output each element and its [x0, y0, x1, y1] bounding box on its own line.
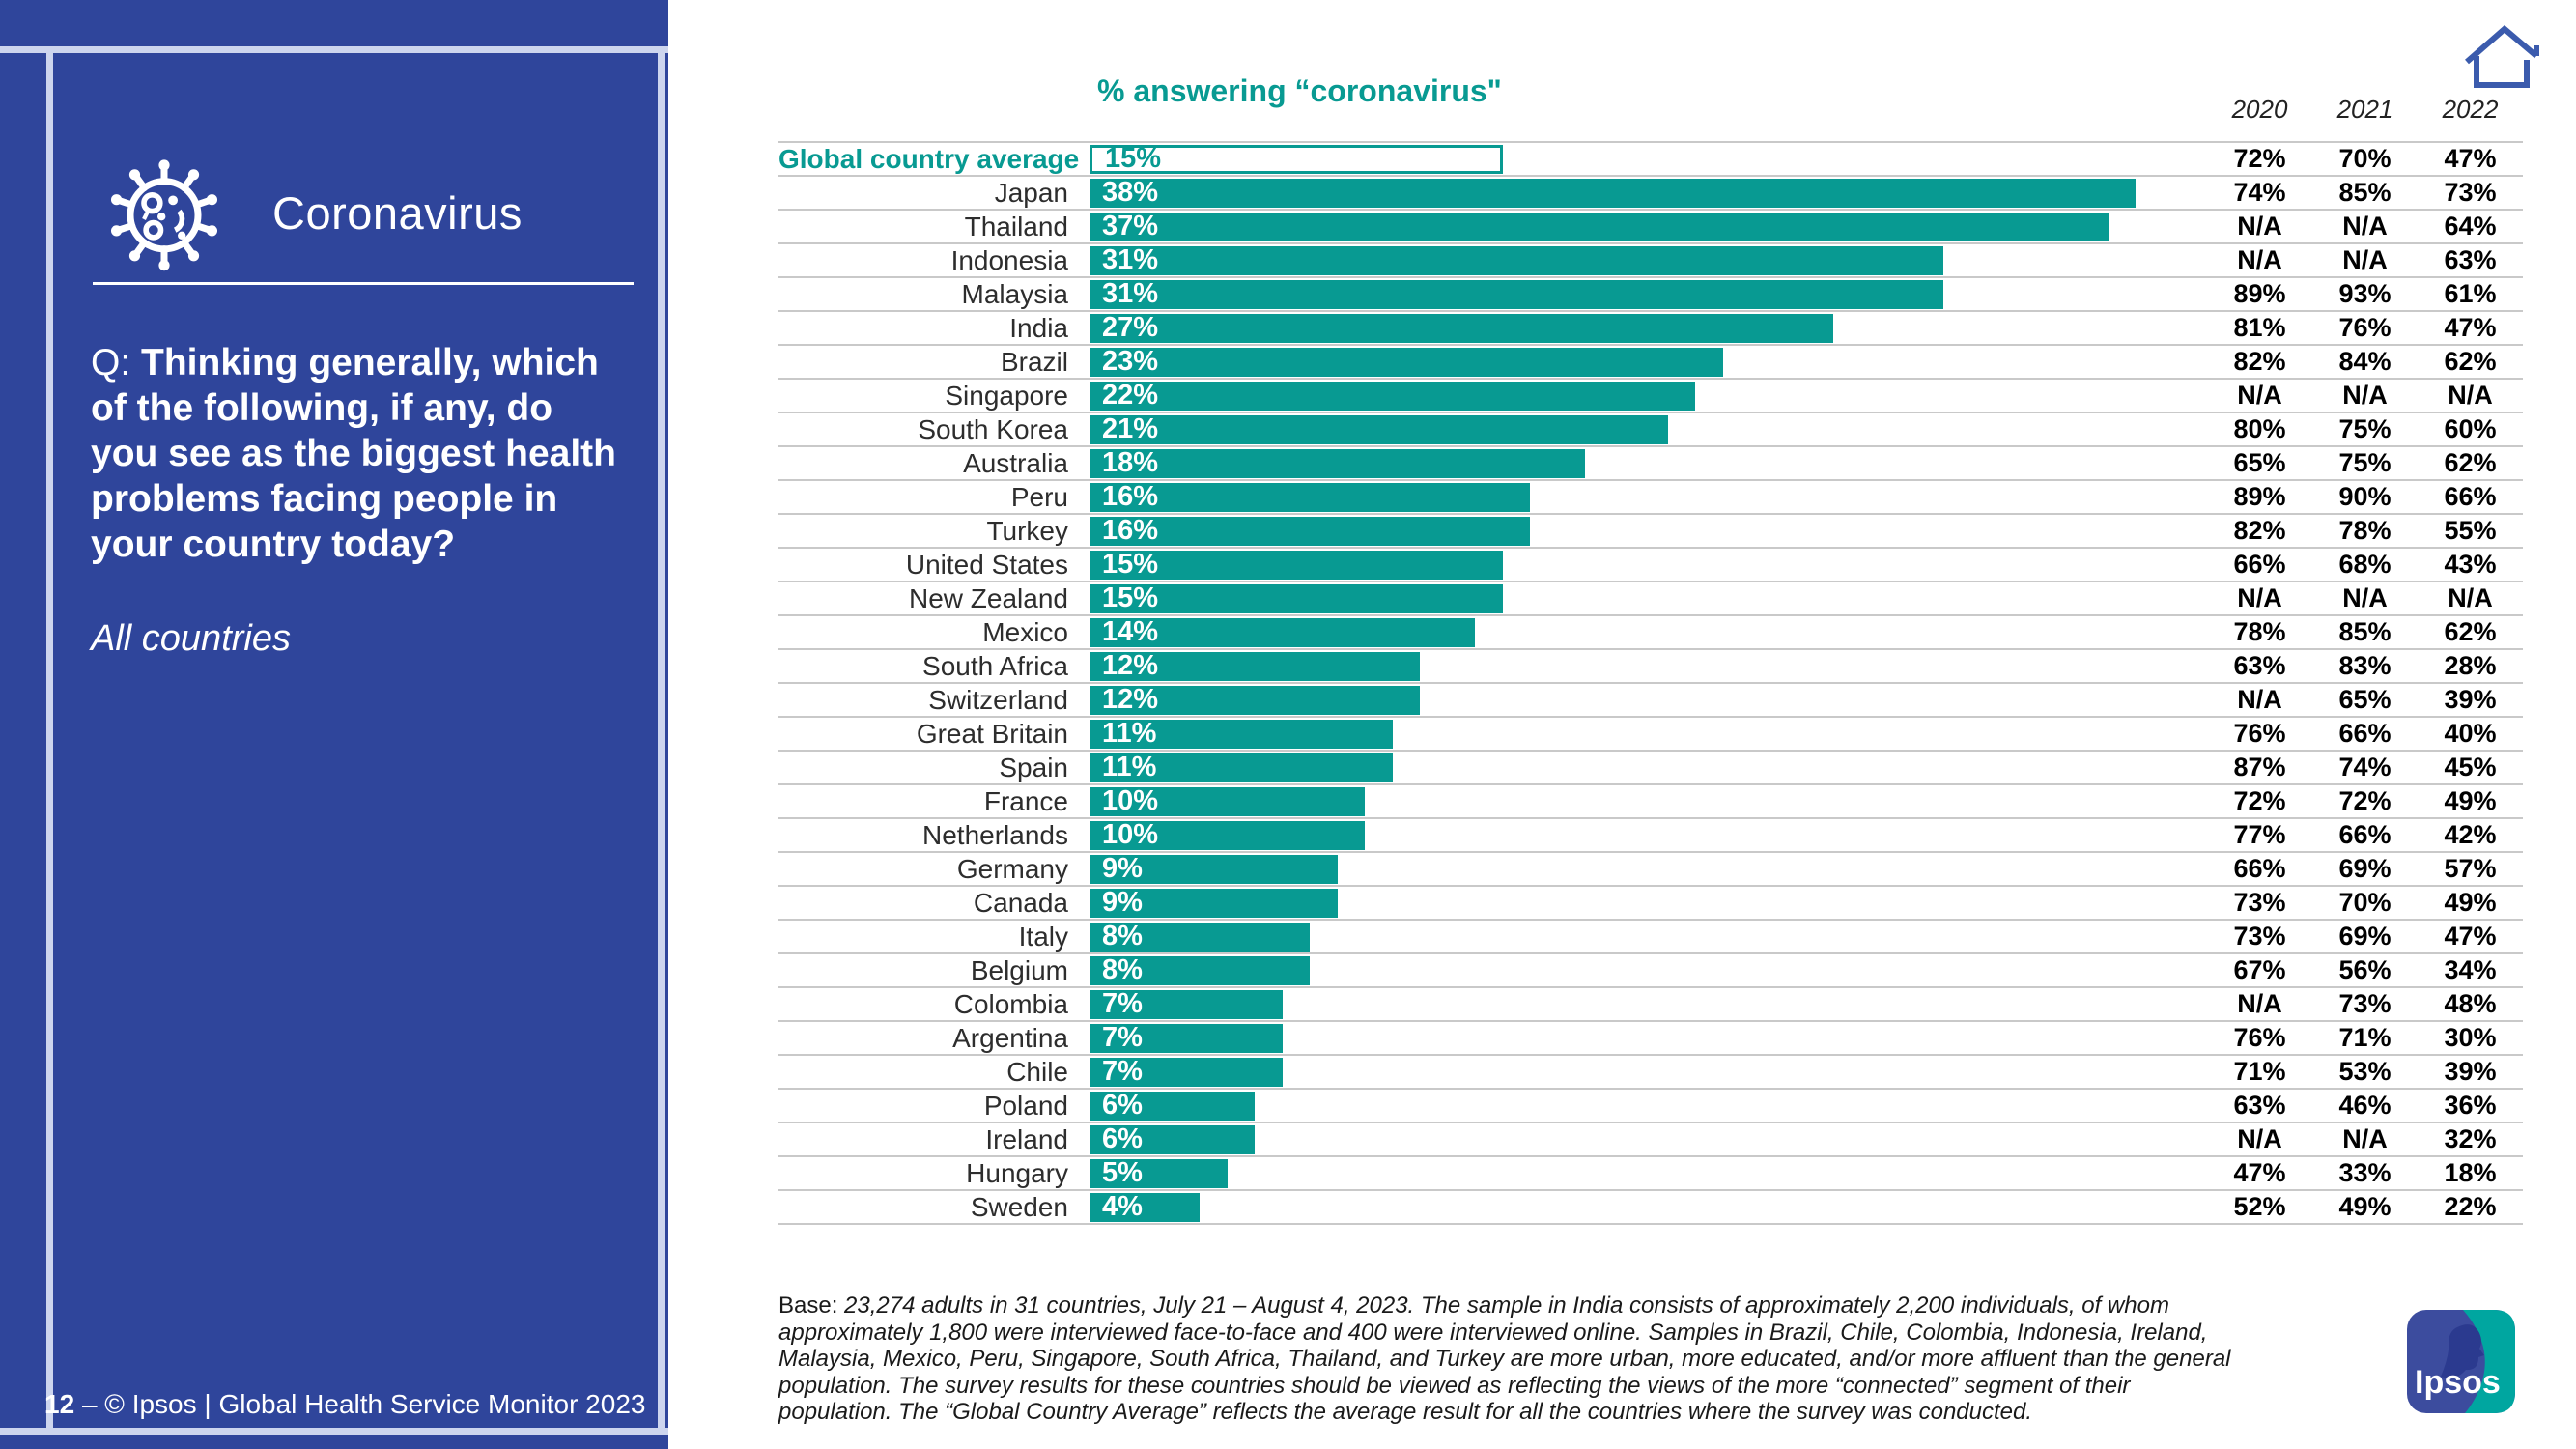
- value-2020: 52%: [2233, 1192, 2286, 1221]
- bar-value-label: 16%: [1102, 515, 1159, 546]
- country-label: Spain: [999, 752, 1068, 782]
- value-2020: 74%: [2233, 178, 2286, 207]
- value-2022: 49%: [2444, 786, 2497, 815]
- bar: [1090, 686, 1420, 715]
- topic-title: Coronavirus: [272, 186, 523, 239]
- chart-row: [778, 1056, 2523, 1090]
- bar-value-label: 5%: [1102, 1157, 1143, 1188]
- bar: [1090, 483, 1530, 512]
- country-label: Indonesia: [950, 244, 1068, 275]
- value-2022: 18%: [2444, 1158, 2497, 1187]
- value-2020: N/A: [2237, 1124, 2282, 1153]
- value-2021: 68%: [2338, 550, 2392, 579]
- bar-value-label: 7%: [1102, 1022, 1143, 1053]
- country-label: Australia: [963, 447, 1068, 478]
- value-2020: 89%: [2233, 482, 2286, 511]
- bar-value-label: 6%: [1102, 1123, 1143, 1154]
- bar-value-label: 38%: [1102, 177, 1159, 208]
- question-block: [91, 340, 617, 567]
- chart-row: [778, 988, 2523, 1022]
- country-label: Argentina: [952, 1022, 1068, 1053]
- chart-row: [778, 853, 2523, 887]
- bar-track: [1090, 923, 2207, 952]
- bar-track: [1090, 584, 2207, 613]
- bar-track: [1090, 551, 2207, 580]
- bar: [1090, 855, 1338, 884]
- bar-value-label: 10%: [1102, 785, 1159, 816]
- country-label: Brazil: [1000, 346, 1068, 377]
- bar: [1090, 889, 1338, 918]
- value-2021: 65%: [2338, 685, 2392, 714]
- bar-track: [1090, 720, 2207, 749]
- chart-row: [778, 312, 2523, 346]
- value-2022: N/A: [2448, 583, 2493, 612]
- bar: [1090, 990, 1283, 1019]
- question-prefix: Q:: [91, 342, 131, 384]
- bar: [1090, 449, 1585, 478]
- value-2021: 75%: [2338, 414, 2392, 443]
- value-2020: N/A: [2237, 685, 2282, 714]
- value-2022: 61%: [2444, 279, 2497, 308]
- bar-track: [1090, 145, 2207, 174]
- country-label: Japan: [994, 177, 1068, 208]
- chart-row: [778, 785, 2523, 819]
- value-2021: 72%: [2338, 786, 2392, 815]
- value-2021: 76%: [2338, 313, 2392, 342]
- value-2020: N/A: [2237, 381, 2282, 410]
- ipsos-logo: [2407, 1310, 2515, 1413]
- country-label: Chile: [1006, 1056, 1068, 1087]
- bar: [1090, 348, 1723, 377]
- chart-row: [778, 582, 2523, 616]
- chart-row: [778, 718, 2523, 752]
- country-label: Italy: [1018, 921, 1068, 952]
- chart-row: [778, 1022, 2523, 1056]
- value-2021: 33%: [2338, 1158, 2392, 1187]
- bar: [1090, 956, 1310, 985]
- year-header-2022: 2022: [2442, 95, 2499, 124]
- value-2021: 70%: [2338, 144, 2392, 173]
- value-2020: 67%: [2233, 955, 2286, 984]
- value-2022: 39%: [2444, 685, 2497, 714]
- base-note-text: 23,274 adults in 31 countries, July 21 – August 4, 2023. The sample in India consists of approximately 2,200 individuals, of whom approximately 1,800 were interviewed face-to-face and 400 were interviewed online. Samples in Brazil, Chile, Colombia, Indonesia, Ireland, Malaysia, Mexico, Peru, Singapore, South Africa, Thailand, and Turkey are more urban, more educated, and/or more affluent than the general population. The survey results for these countries should be viewed as reflecting the views of the more “connected” segment of their population. The “Global Country Average” reflects the average result for all the countries where the survey was conducted.: [778, 1293, 2231, 1425]
- sidebar-frame-bottom: [0, 1428, 668, 1435]
- value-2022: 60%: [2444, 414, 2497, 443]
- country-label: Malaysia: [961, 278, 1068, 309]
- chart-row: [778, 244, 2523, 278]
- sidebar: [0, 0, 668, 1449]
- bar-track: [1090, 280, 2207, 309]
- bar-track: [1090, 213, 2207, 242]
- country-label: New Zealand: [909, 582, 1068, 613]
- bar-value-label: 18%: [1102, 447, 1159, 478]
- sidebar-frame-top: [0, 46, 668, 53]
- question-text: Thinking generally, which of the following, if any, do you see as the biggest health problems facing people in your country today?: [91, 342, 616, 565]
- bar-track: [1090, 990, 2207, 1019]
- bar-value-label: 7%: [1102, 988, 1143, 1019]
- bar: [1090, 584, 1503, 613]
- country-label: Belgium: [970, 954, 1068, 985]
- bar-track: [1090, 449, 2207, 478]
- value-2022: 66%: [2444, 482, 2497, 511]
- bar-track: [1090, 314, 2207, 343]
- country-label: Peru: [1010, 481, 1068, 512]
- value-2021: 93%: [2338, 279, 2392, 308]
- topic-header: [97, 145, 599, 280]
- value-2022: 73%: [2444, 178, 2497, 207]
- value-2021: 49%: [2338, 1192, 2392, 1221]
- bar-track: [1090, 618, 2207, 647]
- bar-track: [1090, 652, 2207, 681]
- chart-row: [778, 616, 2523, 650]
- value-2022: 39%: [2444, 1057, 2497, 1086]
- country-label: Singapore: [945, 380, 1068, 411]
- country-label: Sweden: [970, 1191, 1068, 1222]
- value-2021: 70%: [2338, 888, 2392, 917]
- bar: [1090, 1125, 1255, 1154]
- bar: [1090, 720, 1393, 749]
- country-label: Germany: [956, 853, 1068, 884]
- bar-value-label: 27%: [1102, 312, 1159, 343]
- bar: [1090, 1159, 1228, 1188]
- value-2022: 62%: [2444, 617, 2497, 646]
- value-2020: 76%: [2233, 1023, 2286, 1052]
- bar-value-label: 10%: [1102, 819, 1159, 850]
- bar: [1090, 821, 1365, 850]
- bar-value-label: 12%: [1102, 650, 1159, 681]
- chart-row: [778, 413, 2523, 447]
- value-2021: 90%: [2338, 482, 2392, 511]
- bar-value-label: 11%: [1102, 752, 1157, 782]
- bar-value-label: 23%: [1102, 346, 1159, 377]
- value-2022: 47%: [2444, 313, 2497, 342]
- base-note: [778, 1293, 2232, 1426]
- value-2020: 65%: [2233, 448, 2286, 477]
- value-2020: 89%: [2233, 279, 2286, 308]
- value-2022: 28%: [2444, 651, 2497, 680]
- ipsos-logo-text: Ipsos: [2415, 1364, 2501, 1401]
- base-note-prefix: Base:: [778, 1293, 838, 1319]
- value-2022: 45%: [2444, 753, 2497, 781]
- country-label: Colombia: [953, 988, 1068, 1019]
- bar: [1090, 213, 2109, 242]
- bar: [1090, 551, 1503, 580]
- bar: [1090, 618, 1475, 647]
- value-2021: 73%: [2338, 989, 2392, 1018]
- sidebar-frame-left: [46, 46, 53, 1435]
- bar: [1090, 415, 1668, 444]
- bar-value-label: 9%: [1102, 887, 1143, 918]
- country-label: Ireland: [985, 1123, 1068, 1154]
- value-2021: N/A: [2342, 381, 2388, 410]
- bar-value-label: 6%: [1102, 1090, 1143, 1121]
- value-2020: N/A: [2237, 212, 2282, 241]
- bar: [1090, 1092, 1255, 1121]
- value-2021: N/A: [2342, 212, 2388, 241]
- bar-track: [1090, 787, 2207, 816]
- value-2020: N/A: [2237, 989, 2282, 1018]
- bar-value-label: 31%: [1102, 278, 1159, 309]
- bar: [1090, 1193, 1200, 1222]
- value-2022: 42%: [2444, 820, 2497, 849]
- value-2020: 76%: [2233, 719, 2286, 748]
- bar-track: [1090, 1193, 2207, 1222]
- value-2021: N/A: [2342, 1124, 2388, 1153]
- bar-value-label: 7%: [1102, 1056, 1143, 1087]
- value-2022: 43%: [2444, 550, 2497, 579]
- chart-row: [778, 650, 2523, 684]
- home-icon[interactable]: [2461, 21, 2553, 91]
- value-2022: 40%: [2444, 719, 2497, 748]
- bar-track: [1090, 483, 2207, 512]
- value-2021: 53%: [2338, 1057, 2392, 1086]
- value-2021: 46%: [2338, 1091, 2392, 1120]
- bar-track: [1090, 1125, 2207, 1154]
- value-2022: 57%: [2444, 854, 2497, 883]
- bar-track: [1090, 821, 2207, 850]
- bar-track: [1090, 348, 2207, 377]
- bar: [1090, 652, 1420, 681]
- value-2020: 87%: [2233, 753, 2286, 781]
- value-2020: 72%: [2233, 144, 2286, 173]
- chart-row: [778, 1191, 2523, 1225]
- value-2020: 81%: [2233, 313, 2286, 342]
- country-label: South Korea: [918, 413, 1068, 444]
- country-label: Thailand: [964, 211, 1068, 242]
- chart-row: [778, 752, 2523, 785]
- chart-row: [778, 481, 2523, 515]
- chart-row: [778, 1123, 2523, 1157]
- chart-row: [778, 549, 2523, 582]
- question-subtitle: All countries: [91, 618, 291, 659]
- value-2021: 69%: [2338, 922, 2392, 951]
- bar-value-label: 22%: [1102, 380, 1159, 411]
- value-2021: 83%: [2338, 651, 2392, 680]
- value-2021: N/A: [2342, 245, 2388, 274]
- value-2020: 73%: [2233, 888, 2286, 917]
- value-2020: 73%: [2233, 922, 2286, 951]
- value-2021: 66%: [2338, 719, 2392, 748]
- value-2021: 71%: [2338, 1023, 2392, 1052]
- value-2022: 63%: [2444, 245, 2497, 274]
- country-label: South Africa: [922, 650, 1068, 681]
- bar: [1090, 280, 1943, 309]
- bar-value-label: 9%: [1102, 853, 1143, 884]
- country-label: Poland: [983, 1090, 1068, 1121]
- slide-footer: [44, 1389, 645, 1420]
- value-2020: N/A: [2237, 583, 2282, 612]
- value-2020: 71%: [2233, 1057, 2286, 1086]
- chart-row: [778, 819, 2523, 853]
- bar: [1090, 246, 1943, 275]
- chart-row: [778, 887, 2523, 921]
- value-2022: 55%: [2444, 516, 2497, 545]
- chart-row: [778, 921, 2523, 954]
- chart-row: [778, 447, 2523, 481]
- value-2021: 85%: [2338, 617, 2392, 646]
- bar: [1090, 753, 1393, 782]
- value-2022: 36%: [2444, 1091, 2497, 1120]
- sidebar-frame-right: [658, 46, 665, 1435]
- bar-track: [1090, 382, 2207, 411]
- bar-value-label: 14%: [1102, 616, 1159, 647]
- value-2021: N/A: [2342, 583, 2388, 612]
- country-label: India: [1009, 312, 1068, 343]
- chart-row: [778, 380, 2523, 413]
- bar-track: [1090, 753, 2207, 782]
- bar-track: [1090, 956, 2207, 985]
- value-2022: 64%: [2444, 212, 2497, 241]
- chart-title: % answering “coronavirus": [1097, 73, 1502, 108]
- bar-track: [1090, 855, 2207, 884]
- year-column-headers: [2207, 95, 2523, 125]
- chart-row: [778, 684, 2523, 718]
- value-2021: 56%: [2338, 955, 2392, 984]
- bar: [1090, 145, 1503, 174]
- country-label: United States: [905, 549, 1068, 580]
- value-2020: 66%: [2233, 550, 2286, 579]
- value-2020: 63%: [2233, 1091, 2286, 1120]
- bar: [1090, 517, 1530, 546]
- chart-row: [778, 143, 2523, 177]
- value-2022: N/A: [2448, 381, 2493, 410]
- value-2020: 82%: [2233, 516, 2286, 545]
- bar: [1090, 1024, 1283, 1053]
- bar-track: [1090, 889, 2207, 918]
- country-label: Global country average: [778, 143, 1080, 174]
- year-header-2021: 2021: [2336, 95, 2393, 124]
- value-2022: 34%: [2444, 955, 2497, 984]
- bar-value-label: 11%: [1102, 718, 1157, 749]
- bar-track: [1090, 179, 2207, 208]
- bar-track: [1090, 517, 2207, 546]
- bar-track: [1090, 1024, 2207, 1053]
- bar-track: [1090, 246, 2207, 275]
- bar-value-label: 15%: [1105, 143, 1162, 174]
- value-2022: 62%: [2444, 448, 2497, 477]
- topic-divider: [93, 282, 634, 285]
- country-label: Mexico: [982, 616, 1068, 647]
- country-label: Turkey: [986, 515, 1068, 546]
- value-2020: 78%: [2233, 617, 2286, 646]
- bar: [1090, 1058, 1283, 1087]
- bar-track: [1090, 415, 2207, 444]
- country-label: Hungary: [966, 1157, 1068, 1188]
- bar-value-label: 4%: [1102, 1191, 1143, 1222]
- bar-value-label: 8%: [1102, 954, 1143, 985]
- value-2021: 78%: [2338, 516, 2392, 545]
- value-2020: 63%: [2233, 651, 2286, 680]
- country-label: France: [983, 785, 1068, 816]
- country-label: Canada: [973, 887, 1068, 918]
- bar-value-label: 21%: [1102, 413, 1159, 444]
- value-2021: 85%: [2338, 178, 2392, 207]
- value-2022: 47%: [2444, 144, 2497, 173]
- value-2022: 32%: [2444, 1124, 2497, 1153]
- value-2022: 22%: [2444, 1192, 2497, 1221]
- value-2021: 74%: [2338, 753, 2392, 781]
- bar-value-label: 15%: [1102, 549, 1159, 580]
- value-2020: 80%: [2233, 414, 2286, 443]
- country-label: Switzerland: [928, 684, 1068, 715]
- value-2022: 48%: [2444, 989, 2497, 1018]
- chart-row: [778, 278, 2523, 312]
- value-2020: 47%: [2233, 1158, 2286, 1187]
- value-2022: 30%: [2444, 1023, 2497, 1052]
- bar-value-label: 8%: [1102, 921, 1143, 952]
- bar: [1090, 314, 1833, 343]
- chart-row: [778, 346, 2523, 380]
- country-label: Netherlands: [922, 819, 1068, 850]
- value-2021: 66%: [2338, 820, 2392, 849]
- bar-track: [1090, 1159, 2207, 1188]
- value-2020: 66%: [2233, 854, 2286, 883]
- chart-row: [778, 954, 2523, 988]
- bar-track: [1090, 686, 2207, 715]
- value-2021: 75%: [2338, 448, 2392, 477]
- footer-text: – © Ipsos | Global Health Service Monitor 2023: [81, 1389, 646, 1419]
- chart-row: [778, 1090, 2523, 1123]
- chart-row: [778, 177, 2523, 211]
- coronavirus-icon: [97, 145, 232, 280]
- value-2020: 77%: [2233, 820, 2286, 849]
- value-2020: N/A: [2237, 245, 2282, 274]
- bar-track: [1090, 1058, 2207, 1087]
- bar-value-label: 31%: [1102, 244, 1159, 275]
- bar-value-label: 12%: [1102, 684, 1159, 715]
- value-2022: 47%: [2444, 922, 2497, 951]
- bar-chart: [778, 141, 2523, 1225]
- bar: [1090, 923, 1310, 952]
- bar-value-label: 37%: [1102, 211, 1159, 242]
- country-label: Great Britain: [916, 718, 1068, 749]
- chart-row: [778, 1157, 2523, 1191]
- bar: [1090, 382, 1695, 411]
- chart-row: [778, 211, 2523, 244]
- value-2022: 49%: [2444, 888, 2497, 917]
- page-number: 12: [44, 1389, 75, 1419]
- value-2021: 84%: [2338, 347, 2392, 376]
- value-2020: 82%: [2233, 347, 2286, 376]
- year-header-2020: 2020: [2231, 95, 2288, 124]
- bar: [1090, 179, 2136, 208]
- bar-value-label: 15%: [1102, 582, 1159, 613]
- chart-row: [778, 515, 2523, 549]
- value-2022: 62%: [2444, 347, 2497, 376]
- value-2021: 69%: [2338, 854, 2392, 883]
- bar-value-label: 16%: [1102, 481, 1159, 512]
- bar: [1090, 787, 1365, 816]
- bar-track: [1090, 1092, 2207, 1121]
- value-2020: 72%: [2233, 786, 2286, 815]
